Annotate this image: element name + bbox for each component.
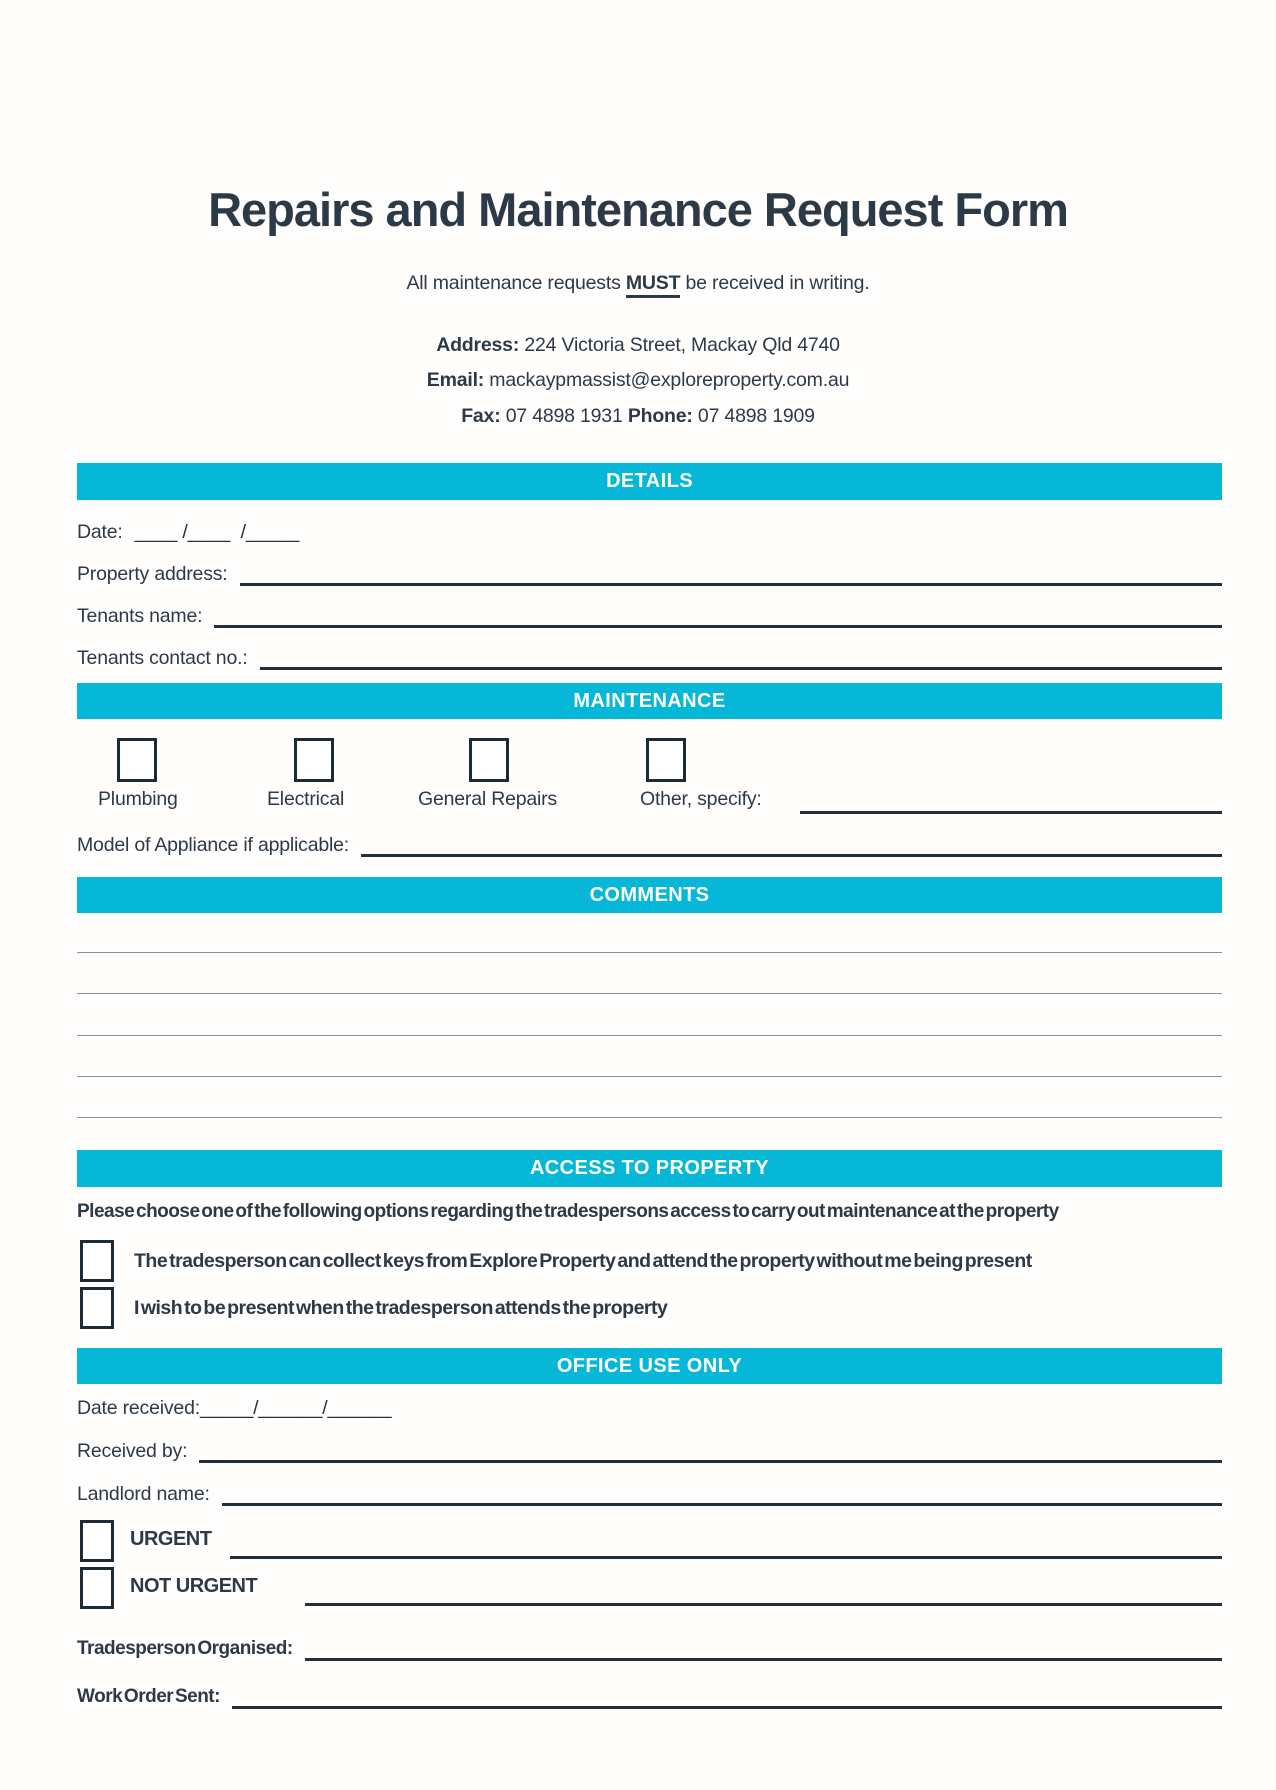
maintenance-header: MAINTENANCE xyxy=(77,683,1222,719)
comments-header: COMMENTS xyxy=(77,877,1222,913)
address-label: Address: xyxy=(436,334,520,356)
appliance-model-label: Model of Appliance if applicable: xyxy=(77,833,349,856)
not-urgent-label: NOT URGENT xyxy=(130,1575,258,1597)
work-order-field[interactable] xyxy=(232,1684,1222,1709)
electrical-checkbox[interactable] xyxy=(294,738,334,782)
received-by-row xyxy=(77,1438,1222,1463)
subtitle xyxy=(0,272,1276,295)
address-value: 224 Victoria Street, Mackay Qld 4740 xyxy=(519,334,840,356)
landlord-name-row xyxy=(77,1481,1222,1506)
not-urgent-field[interactable] xyxy=(305,1603,1222,1606)
access-option-1 xyxy=(80,1240,1222,1282)
phone-value: 07 4898 1909 xyxy=(692,405,815,427)
general-repairs-label: General Repairs xyxy=(418,788,557,810)
access-instruction xyxy=(77,1200,1222,1224)
access-option-2-label: I wish to be present when the tradesperson attends the property xyxy=(134,1296,668,1319)
details-header: DETAILS xyxy=(77,463,1222,500)
tenants-name-field[interactable] xyxy=(214,603,1222,628)
subtitle-suffix: be received in writing. xyxy=(680,272,870,294)
access-option-1-label: The tradesperson can collect keys from Explore Property and attend the property without me being present xyxy=(134,1249,1032,1272)
contact-fax-phone xyxy=(0,405,1276,428)
fax-label: Fax: xyxy=(461,405,501,427)
landlord-name-label: Landlord name: xyxy=(77,1482,210,1505)
urgent-label: URGENT xyxy=(130,1528,212,1550)
other-checkbox[interactable] xyxy=(646,738,686,782)
urgent-checkbox[interactable] xyxy=(80,1520,114,1562)
date-label: Date: xyxy=(77,521,123,543)
comments-line-5[interactable] xyxy=(77,1117,1222,1118)
other-specify-field[interactable] xyxy=(800,811,1222,814)
tradesperson-label: Tradesperson Organised: xyxy=(77,1638,293,1660)
received-by-field[interactable] xyxy=(199,1438,1222,1463)
other-specify-label: Other, specify: xyxy=(640,788,762,810)
fax-value: 07 4898 1931 xyxy=(500,405,628,427)
property-address-label: Property address: xyxy=(77,562,228,585)
comments-line-2[interactable] xyxy=(77,993,1222,994)
page-title: Repairs and Maintenance Request Form xyxy=(208,183,1068,236)
email-value: mackaypmassist@exploreproperty.com.au xyxy=(484,369,850,391)
access-option-2-checkbox[interactable] xyxy=(80,1287,114,1329)
plumbing-label: Plumbing xyxy=(98,788,178,810)
appliance-model-row xyxy=(77,832,1222,857)
date-field[interactable]: ____ /____ /_____ xyxy=(134,521,300,543)
contact-address xyxy=(0,334,1276,357)
property-address-field[interactable] xyxy=(240,561,1222,586)
urgent-field[interactable] xyxy=(230,1556,1222,1559)
electrical-label: Electrical xyxy=(267,788,345,810)
comments-line-1[interactable] xyxy=(77,952,1222,953)
comments-line-3[interactable] xyxy=(77,1035,1222,1036)
access-option-1-checkbox[interactable] xyxy=(80,1240,114,1282)
plumbing-checkbox[interactable] xyxy=(117,738,157,782)
date-received-field[interactable]: _____/______/______ xyxy=(199,1397,392,1419)
date-received-label: Date received: xyxy=(77,1397,200,1419)
tenants-name-label: Tenants name: xyxy=(77,604,203,627)
date-received-row xyxy=(77,1396,1222,1420)
tradesperson-row xyxy=(77,1636,1222,1661)
comments-line-4[interactable] xyxy=(77,1076,1222,1077)
landlord-name-field[interactable] xyxy=(222,1481,1222,1506)
tenants-contact-row xyxy=(77,645,1222,670)
received-by-label: Received by: xyxy=(77,1439,188,1462)
contact-email xyxy=(0,369,1276,392)
access-option-2 xyxy=(80,1287,1222,1329)
tenants-name-row xyxy=(77,603,1222,628)
not-urgent-checkbox[interactable] xyxy=(80,1567,114,1609)
work-order-label: Work Order Sent: xyxy=(77,1686,220,1708)
tradesperson-field[interactable] xyxy=(305,1636,1222,1661)
property-address-row xyxy=(77,561,1222,586)
office-header: OFFICE USE ONLY xyxy=(77,1348,1222,1384)
appliance-model-field[interactable] xyxy=(361,832,1222,857)
general-repairs-checkbox[interactable] xyxy=(469,738,509,782)
date-row xyxy=(77,520,1222,544)
access-instruction-text: Please choose one of the following options regarding the tradespersons access to carry out maintenance at the property xyxy=(77,1201,1059,1222)
subtitle-prefix: All maintenance requests xyxy=(406,272,626,294)
phone-label: Phone: xyxy=(627,405,693,427)
tenants-contact-field[interactable] xyxy=(260,645,1222,670)
tenants-contact-label: Tenants contact no.: xyxy=(77,646,248,669)
work-order-row xyxy=(77,1684,1222,1709)
access-header: ACCESS TO PROPERTY xyxy=(77,1150,1222,1187)
subtitle-must: MUST xyxy=(626,272,680,298)
email-label: Email: xyxy=(426,369,485,391)
